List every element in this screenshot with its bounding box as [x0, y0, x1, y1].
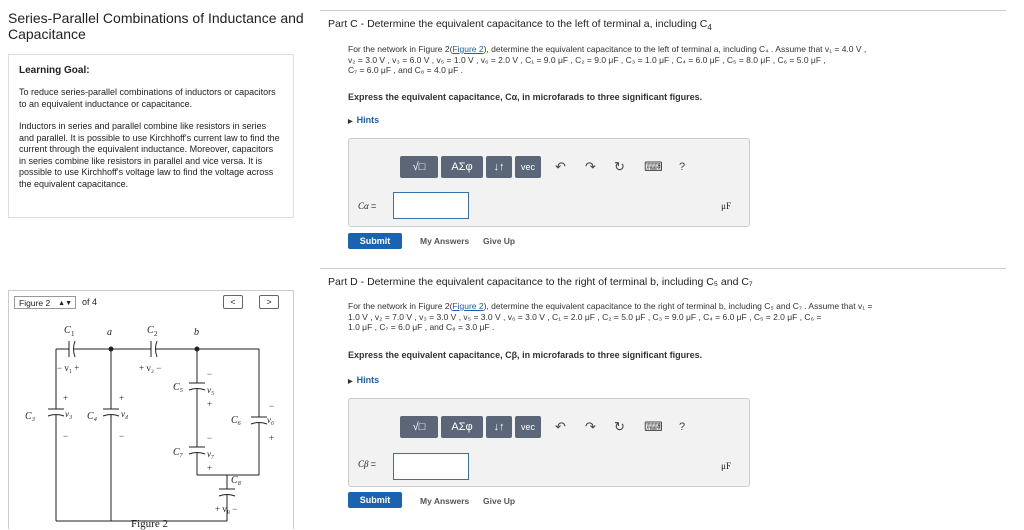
- v6-minus: −: [269, 401, 275, 411]
- part-c-para-l1: ), determine the equivalent capacitance to the left of terminal a, including C₄ . Assume that v₁ = 4.0 V ,: [483, 44, 867, 54]
- label-v2: + v₂ −: [139, 363, 162, 373]
- part-c-give-up-link[interactable]: Give Up: [483, 236, 516, 246]
- prev-figure-button[interactable]: <: [223, 295, 243, 309]
- symbols-button[interactable]: ΑΣφ: [441, 416, 483, 438]
- redo-icon[interactable]: ↷: [585, 159, 596, 174]
- reset-icon[interactable]: ↻: [614, 419, 625, 434]
- select-arrows-icon: ▲▼: [58, 300, 72, 307]
- part-d-para-l3: 1.0 μF , C₇ = 6.0 μF , and C₈ = 3.0 μF .: [348, 322, 495, 332]
- subscript-button[interactable]: ↓↑: [486, 416, 512, 438]
- circuit-diagram: [9, 313, 293, 530]
- subscript-button[interactable]: ↓↑: [486, 156, 512, 178]
- v3-plus: +: [63, 393, 69, 403]
- part-c-eq: =: [370, 201, 377, 211]
- part-d-eq: =: [370, 459, 377, 469]
- part-c-express: Express the equivalent capacitance, Cα, in microfarads to three significant figures.: [348, 92, 703, 102]
- part-d-unit: μF: [721, 461, 731, 471]
- part-c-title-sub: 4: [707, 23, 712, 33]
- vec-button[interactable]: vec: [515, 156, 541, 178]
- label-v7: v₇: [207, 449, 215, 459]
- v5-minus: −: [207, 369, 213, 379]
- learning-goal-text-1: To reduce series-parallel combinations of inductors or capacitors to an equivalent inductance or capacitance.: [19, 87, 276, 109]
- label-c8: C₈: [231, 475, 242, 486]
- templates-button[interactable]: √□: [400, 416, 438, 438]
- learning-goal-text-2: Inductors in series and parallel combine like resistors in series and parallel. It is possible to use Kirchhoff's current law to find the current through the equivalent inductance. Moreover, capacitors in series combine like resistors in parallel and vice versa. It is possible to use Kirchhoff's voltage law to find the voltage across the equivalent capacitance.: [19, 121, 280, 189]
- label-v8: + v₈ −: [215, 504, 238, 514]
- part-d-answer-box: [348, 398, 750, 487]
- figure-caption: Figure 2: [131, 518, 168, 530]
- learning-goal-box: [8, 54, 294, 218]
- part-c-answer-box: [348, 138, 750, 227]
- page-title: Series-Parallel Combinations of Inductance and Capacitance: [8, 10, 304, 42]
- label-v6: v₆: [267, 415, 275, 425]
- part-d-my-answers-link[interactable]: My Answers: [420, 496, 470, 506]
- part-c-variable-label: [358, 201, 376, 211]
- part-d-title: Part D - Determine the equivalent capacitance to the right of terminal b, including C₅ and C₇: [328, 276, 753, 288]
- label-v5: v₅: [207, 385, 215, 395]
- part-c-para-l3: C₇ = 6.0 μF , and C₈ = 4.0 μF .: [348, 65, 463, 75]
- part-c-title: [328, 18, 712, 32]
- help-icon[interactable]: ?: [679, 421, 686, 433]
- part-d-para-prefix: For the network in Figure 2(: [348, 301, 453, 311]
- vec-button[interactable]: vec: [515, 416, 541, 438]
- part-c-hints-label: Hints: [356, 115, 380, 125]
- v5-plus: +: [207, 399, 213, 409]
- part-d-para-l1: ), determine the equivalent capacitance to the right of terminal b, including C₅ and C₇ . Assume that v₁ =: [483, 301, 873, 311]
- part-d-give-up-link[interactable]: Give Up: [483, 496, 516, 506]
- part-d-variable-label: [358, 459, 376, 469]
- part-c-divider: [320, 10, 1006, 11]
- expand-triangle-icon: ▶: [348, 379, 353, 385]
- part-d-prompt: [348, 301, 1004, 333]
- figure-select-value: Figure 2: [19, 298, 51, 308]
- label-c6: C₆: [231, 415, 242, 426]
- label-a: a: [107, 327, 112, 338]
- help-icon[interactable]: ?: [679, 161, 686, 173]
- label-c5: C₅: [173, 382, 184, 393]
- v4-plus: +: [119, 393, 125, 403]
- label-v1: − v₁ +: [57, 363, 80, 373]
- label-c1-sub: 1: [71, 330, 75, 338]
- part-c-submit-button[interactable]: Submit: [348, 233, 402, 249]
- part-d-express: Express the equivalent capacitance, Cβ, in microfarads to three significant figures.: [348, 350, 703, 360]
- reset-icon[interactable]: ↻: [614, 159, 625, 174]
- label-c4: C₄: [87, 411, 98, 422]
- symbols-button[interactable]: ΑΣφ: [441, 156, 483, 178]
- label-c3: C₃: [25, 411, 36, 422]
- label-c7: C₇: [173, 447, 184, 458]
- v7-minus: −: [207, 433, 213, 443]
- expand-triangle-icon: ▶: [348, 119, 353, 125]
- part-c-figure-link[interactable]: Figure 2: [452, 44, 484, 54]
- part-d-var: Cβ: [358, 459, 369, 469]
- figure-panel: [8, 290, 294, 529]
- v6-plus: +: [269, 433, 275, 443]
- figure-count: of 4: [82, 297, 98, 307]
- part-d-answer-input[interactable]: [393, 453, 469, 480]
- part-d-para-l2: 1.0 V , v₂ = 7.0 V , v₃ = 3.0 V , v₅ = 3.0 V , v₆ = 3.0 V , C₁ = 2.0 μF , C₂ = 5.0 μF , C₃ = 9.0 μF , C₄ = 6.0 μF , C₅ = 2.0 μF , C₆ =: [348, 311, 822, 322]
- next-figure-button[interactable]: >: [259, 295, 279, 309]
- part-d-figure-link[interactable]: Figure 2: [452, 301, 484, 311]
- v3-minus: −: [63, 431, 69, 441]
- part-c-title-text: Part C - Determine the equivalent capacitance to the left of terminal a, including C: [328, 18, 708, 30]
- part-d-hints-label: Hints: [356, 375, 380, 385]
- part-c-unit: μF: [721, 201, 731, 211]
- part-c-var: Cα: [358, 201, 369, 211]
- label-v3: v₃: [65, 409, 73, 419]
- part-c-para-prefix: For the network in Figure 2(: [348, 44, 453, 54]
- templates-button[interactable]: √□: [400, 156, 438, 178]
- keyboard-icon[interactable]: ⌨: [644, 159, 663, 174]
- label-c2: C: [147, 325, 154, 336]
- part-c-my-answers-link[interactable]: My Answers: [420, 236, 470, 246]
- v7-plus: +: [207, 463, 213, 473]
- figure-select[interactable]: [14, 296, 76, 309]
- keyboard-icon[interactable]: ⌨: [644, 419, 663, 434]
- label-v4: v₄: [121, 409, 129, 419]
- undo-icon[interactable]: ↶: [555, 419, 566, 434]
- label-b: b: [194, 327, 199, 338]
- part-d-divider: [320, 268, 1006, 269]
- undo-icon[interactable]: ↶: [555, 159, 566, 174]
- label-c1: C: [64, 325, 71, 336]
- v4-minus: −: [119, 431, 125, 441]
- part-c-answer-input[interactable]: [393, 192, 469, 219]
- label-c2-sub: 2: [154, 330, 158, 338]
- part-d-submit-button[interactable]: Submit: [348, 492, 402, 508]
- redo-icon[interactable]: ↷: [585, 419, 596, 434]
- part-d-hints-link[interactable]: [348, 375, 379, 385]
- part-c-para-l2: v₂ = 3.0 V , v₃ = 6.0 V , v₅ = 1.0 V , v₆ = 2.0 V , C₁ = 9.0 μF , C₂ = 9.0 μF , C₃ = 1.0 μF , C₄ = 6.0 μF , C₅ = 8.0 μF , C₆ = 5.0 μF ,: [348, 54, 826, 65]
- learning-goal-heading: Learning Goal:: [19, 65, 90, 76]
- part-c-prompt: [348, 44, 1004, 76]
- part-c-hints-link[interactable]: [348, 115, 379, 125]
